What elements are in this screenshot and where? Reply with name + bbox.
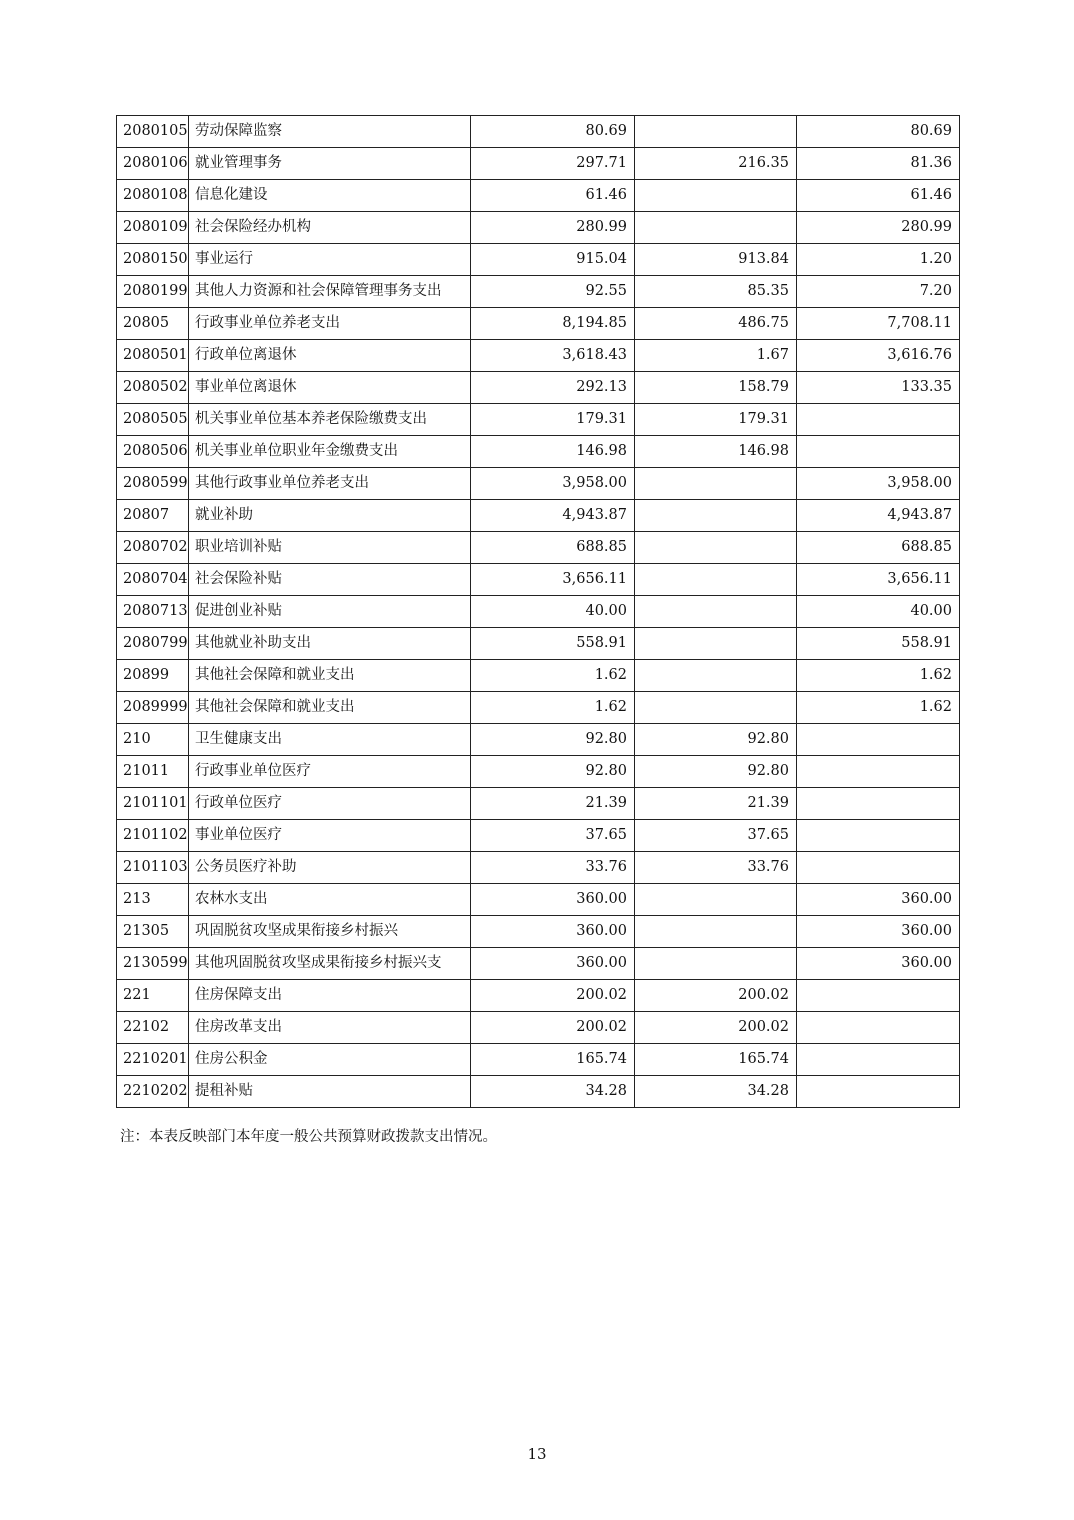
subject-code-cell: 2080109: [117, 212, 189, 244]
project-expenditure-cell: [797, 1012, 960, 1044]
subject-code-cell: 2101103: [117, 852, 189, 884]
subject-name-cell: 行政单位离退休: [189, 340, 471, 372]
table-row: [117, 756, 960, 788]
basic-expenditure-cell: [635, 180, 797, 212]
subject-name-cell: 其他行政事业单位养老支出: [189, 468, 471, 500]
subject-code-cell: 2080506: [117, 436, 189, 468]
subject-code-cell: 20807: [117, 500, 189, 532]
subject-code-cell: 2080150: [117, 244, 189, 276]
project-expenditure-cell: [797, 1076, 960, 1108]
project-expenditure-cell: 80.69: [797, 116, 960, 148]
project-expenditure-cell: 360.00: [797, 948, 960, 980]
basic-expenditure-cell: 85.35: [635, 276, 797, 308]
subject-name-cell: 巩固脱贫攻坚成果衔接乡村振兴: [189, 916, 471, 948]
basic-expenditure-cell: [635, 500, 797, 532]
total-amount-cell: 179.31: [471, 404, 635, 436]
basic-expenditure-cell: [635, 116, 797, 148]
subject-code-cell: 2080713: [117, 596, 189, 628]
basic-expenditure-cell: [635, 212, 797, 244]
table-row: [117, 180, 960, 212]
total-amount-cell: 92.80: [471, 756, 635, 788]
total-amount-cell: 3,618.43: [471, 340, 635, 372]
project-expenditure-cell: 3,656.11: [797, 564, 960, 596]
table-row: [117, 468, 960, 500]
table-row: [117, 1076, 960, 1108]
table-row: [117, 1044, 960, 1076]
basic-expenditure-cell: 165.74: [635, 1044, 797, 1076]
subject-code-cell: 2080501: [117, 340, 189, 372]
basic-expenditure-cell: 486.75: [635, 308, 797, 340]
total-amount-cell: 3,656.11: [471, 564, 635, 596]
project-expenditure-cell: 280.99: [797, 212, 960, 244]
subject-code-cell: 221: [117, 980, 189, 1012]
total-amount-cell: 40.00: [471, 596, 635, 628]
project-expenditure-cell: 1.62: [797, 692, 960, 724]
subject-code-cell: 2210202: [117, 1076, 189, 1108]
basic-expenditure-cell: 1.67: [635, 340, 797, 372]
basic-expenditure-cell: [635, 468, 797, 500]
project-expenditure-cell: 81.36: [797, 148, 960, 180]
subject-name-cell: 行政单位医疗: [189, 788, 471, 820]
table-row: [117, 884, 960, 916]
subject-name-cell: 信息化建设: [189, 180, 471, 212]
subject-name-cell: 劳动保障监察: [189, 116, 471, 148]
subject-code-cell: 21305: [117, 916, 189, 948]
subject-code-cell: 213: [117, 884, 189, 916]
subject-name-cell: 就业补助: [189, 500, 471, 532]
table-row: [117, 820, 960, 852]
table-row: [117, 916, 960, 948]
table-row: [117, 404, 960, 436]
table-row: [117, 340, 960, 372]
subject-code-cell: 2080106: [117, 148, 189, 180]
table-row: [117, 1012, 960, 1044]
table-row: [117, 148, 960, 180]
project-expenditure-cell: 7.20: [797, 276, 960, 308]
table-row: [117, 532, 960, 564]
subject-code-cell: 2080108: [117, 180, 189, 212]
subject-name-cell: 机关事业单位职业年金缴费支出: [189, 436, 471, 468]
total-amount-cell: 61.46: [471, 180, 635, 212]
subject-code-cell: 210: [117, 724, 189, 756]
subject-code-cell: 22102: [117, 1012, 189, 1044]
total-amount-cell: 297.71: [471, 148, 635, 180]
table-row: [117, 276, 960, 308]
subject-name-cell: 社会保险补贴: [189, 564, 471, 596]
budget-expenditure-table: [116, 115, 960, 1108]
subject-name-cell: 事业运行: [189, 244, 471, 276]
total-amount-cell: 37.65: [471, 820, 635, 852]
total-amount-cell: 360.00: [471, 916, 635, 948]
project-expenditure-cell: 3,958.00: [797, 468, 960, 500]
basic-expenditure-cell: 216.35: [635, 148, 797, 180]
total-amount-cell: 200.02: [471, 1012, 635, 1044]
total-amount-cell: 688.85: [471, 532, 635, 564]
total-amount-cell: 360.00: [471, 948, 635, 980]
table-row: [117, 116, 960, 148]
project-expenditure-cell: [797, 724, 960, 756]
basic-expenditure-cell: 21.39: [635, 788, 797, 820]
subject-name-cell: 其他社会保障和就业支出: [189, 660, 471, 692]
total-amount-cell: 33.76: [471, 852, 635, 884]
basic-expenditure-cell: [635, 532, 797, 564]
table-row: [117, 724, 960, 756]
project-expenditure-cell: [797, 404, 960, 436]
subject-name-cell: 住房改革支出: [189, 1012, 471, 1044]
subject-code-cell: 2080599: [117, 468, 189, 500]
project-expenditure-cell: 688.85: [797, 532, 960, 564]
table-row: [117, 628, 960, 660]
project-expenditure-cell: [797, 980, 960, 1012]
project-expenditure-cell: 133.35: [797, 372, 960, 404]
table-row: [117, 948, 960, 980]
table-row: [117, 564, 960, 596]
total-amount-cell: 146.98: [471, 436, 635, 468]
basic-expenditure-cell: 200.02: [635, 980, 797, 1012]
project-expenditure-cell: 7,708.11: [797, 308, 960, 340]
total-amount-cell: 92.80: [471, 724, 635, 756]
table-row: [117, 788, 960, 820]
subject-code-cell: 20805: [117, 308, 189, 340]
table-row: [117, 500, 960, 532]
subject-code-cell: 2080505: [117, 404, 189, 436]
project-expenditure-cell: 1.62: [797, 660, 960, 692]
basic-expenditure-cell: 34.28: [635, 1076, 797, 1108]
project-expenditure-cell: 40.00: [797, 596, 960, 628]
basic-expenditure-cell: 146.98: [635, 436, 797, 468]
subject-name-cell: 其他巩固脱贫攻坚成果衔接乡村振兴支: [189, 948, 471, 980]
basic-expenditure-cell: [635, 564, 797, 596]
basic-expenditure-cell: 913.84: [635, 244, 797, 276]
subject-code-cell: 2080704: [117, 564, 189, 596]
subject-name-cell: 卫生健康支出: [189, 724, 471, 756]
subject-code-cell: 2089999: [117, 692, 189, 724]
total-amount-cell: 8,194.85: [471, 308, 635, 340]
basic-expenditure-cell: 179.31: [635, 404, 797, 436]
subject-name-cell: 公务员医疗补助: [189, 852, 471, 884]
subject-name-cell: 提租补贴: [189, 1076, 471, 1108]
basic-expenditure-cell: [635, 660, 797, 692]
subject-code-cell: 2080702: [117, 532, 189, 564]
total-amount-cell: 4,943.87: [471, 500, 635, 532]
subject-name-cell: 事业单位离退休: [189, 372, 471, 404]
project-expenditure-cell: 61.46: [797, 180, 960, 212]
project-expenditure-cell: [797, 820, 960, 852]
subject-name-cell: 农林水支出: [189, 884, 471, 916]
basic-expenditure-cell: [635, 628, 797, 660]
subject-name-cell: 机关事业单位基本养老保险缴费支出: [189, 404, 471, 436]
basic-expenditure-cell: [635, 884, 797, 916]
basic-expenditure-cell: 33.76: [635, 852, 797, 884]
subject-code-cell: 2130599: [117, 948, 189, 980]
subject-name-cell: 其他社会保障和就业支出: [189, 692, 471, 724]
basic-expenditure-cell: [635, 596, 797, 628]
total-amount-cell: 1.62: [471, 660, 635, 692]
subject-name-cell: 行政事业单位医疗: [189, 756, 471, 788]
subject-name-cell: 其他人力资源和社会保障管理事务支出: [189, 276, 471, 308]
project-expenditure-cell: 360.00: [797, 884, 960, 916]
project-expenditure-cell: [797, 788, 960, 820]
subject-name-cell: 住房公积金: [189, 1044, 471, 1076]
table-row: [117, 980, 960, 1012]
page-number: 13: [527, 1445, 547, 1463]
basic-expenditure-cell: 92.80: [635, 756, 797, 788]
subject-name-cell: 其他就业补助支出: [189, 628, 471, 660]
project-expenditure-cell: [797, 852, 960, 884]
total-amount-cell: 915.04: [471, 244, 635, 276]
table-row: [117, 212, 960, 244]
project-expenditure-cell: [797, 756, 960, 788]
table-row: [117, 692, 960, 724]
basic-expenditure-cell: 37.65: [635, 820, 797, 852]
project-expenditure-cell: 1.20: [797, 244, 960, 276]
total-amount-cell: 280.99: [471, 212, 635, 244]
table-body: [117, 116, 960, 1108]
table-row: [117, 660, 960, 692]
subject-name-cell: 社会保险经办机构: [189, 212, 471, 244]
basic-expenditure-cell: [635, 948, 797, 980]
table-row: [117, 308, 960, 340]
total-amount-cell: 292.13: [471, 372, 635, 404]
subject-name-cell: 住房保障支出: [189, 980, 471, 1012]
total-amount-cell: 21.39: [471, 788, 635, 820]
total-amount-cell: 558.91: [471, 628, 635, 660]
project-expenditure-cell: [797, 1044, 960, 1076]
project-expenditure-cell: [797, 436, 960, 468]
subject-code-cell: 2101102: [117, 820, 189, 852]
total-amount-cell: 165.74: [471, 1044, 635, 1076]
total-amount-cell: 3,958.00: [471, 468, 635, 500]
subject-name-cell: 促进创业补贴: [189, 596, 471, 628]
subject-code-cell: 2101101: [117, 788, 189, 820]
basic-expenditure-cell: 158.79: [635, 372, 797, 404]
subject-code-cell: 2080105: [117, 116, 189, 148]
table-row: [117, 244, 960, 276]
basic-expenditure-cell: [635, 916, 797, 948]
table-row: [117, 596, 960, 628]
total-amount-cell: 360.00: [471, 884, 635, 916]
project-expenditure-cell: 558.91: [797, 628, 960, 660]
total-amount-cell: 92.55: [471, 276, 635, 308]
total-amount-cell: 1.62: [471, 692, 635, 724]
table-row: [117, 436, 960, 468]
subject-code-cell: 2080799: [117, 628, 189, 660]
table-row: [117, 372, 960, 404]
subject-code-cell: 21011: [117, 756, 189, 788]
subject-name-cell: 职业培训补贴: [189, 532, 471, 564]
total-amount-cell: 34.28: [471, 1076, 635, 1108]
subject-code-cell: 2080199: [117, 276, 189, 308]
total-amount-cell: 200.02: [471, 980, 635, 1012]
table-row: [117, 852, 960, 884]
project-expenditure-cell: 4,943.87: [797, 500, 960, 532]
subject-code-cell: 2210201: [117, 1044, 189, 1076]
subject-name-cell: 事业单位医疗: [189, 820, 471, 852]
project-expenditure-cell: 360.00: [797, 916, 960, 948]
project-expenditure-cell: 3,616.76: [797, 340, 960, 372]
basic-expenditure-cell: [635, 692, 797, 724]
subject-name-cell: 就业管理事务: [189, 148, 471, 180]
table-note: 注：本表反映部门本年度一般公共预算财政拨款支出情况。: [120, 1129, 497, 1145]
subject-name-cell: 行政事业单位养老支出: [189, 308, 471, 340]
basic-expenditure-cell: 92.80: [635, 724, 797, 756]
total-amount-cell: 80.69: [471, 116, 635, 148]
basic-expenditure-cell: 200.02: [635, 1012, 797, 1044]
subject-code-cell: 20899: [117, 660, 189, 692]
subject-code-cell: 2080502: [117, 372, 189, 404]
